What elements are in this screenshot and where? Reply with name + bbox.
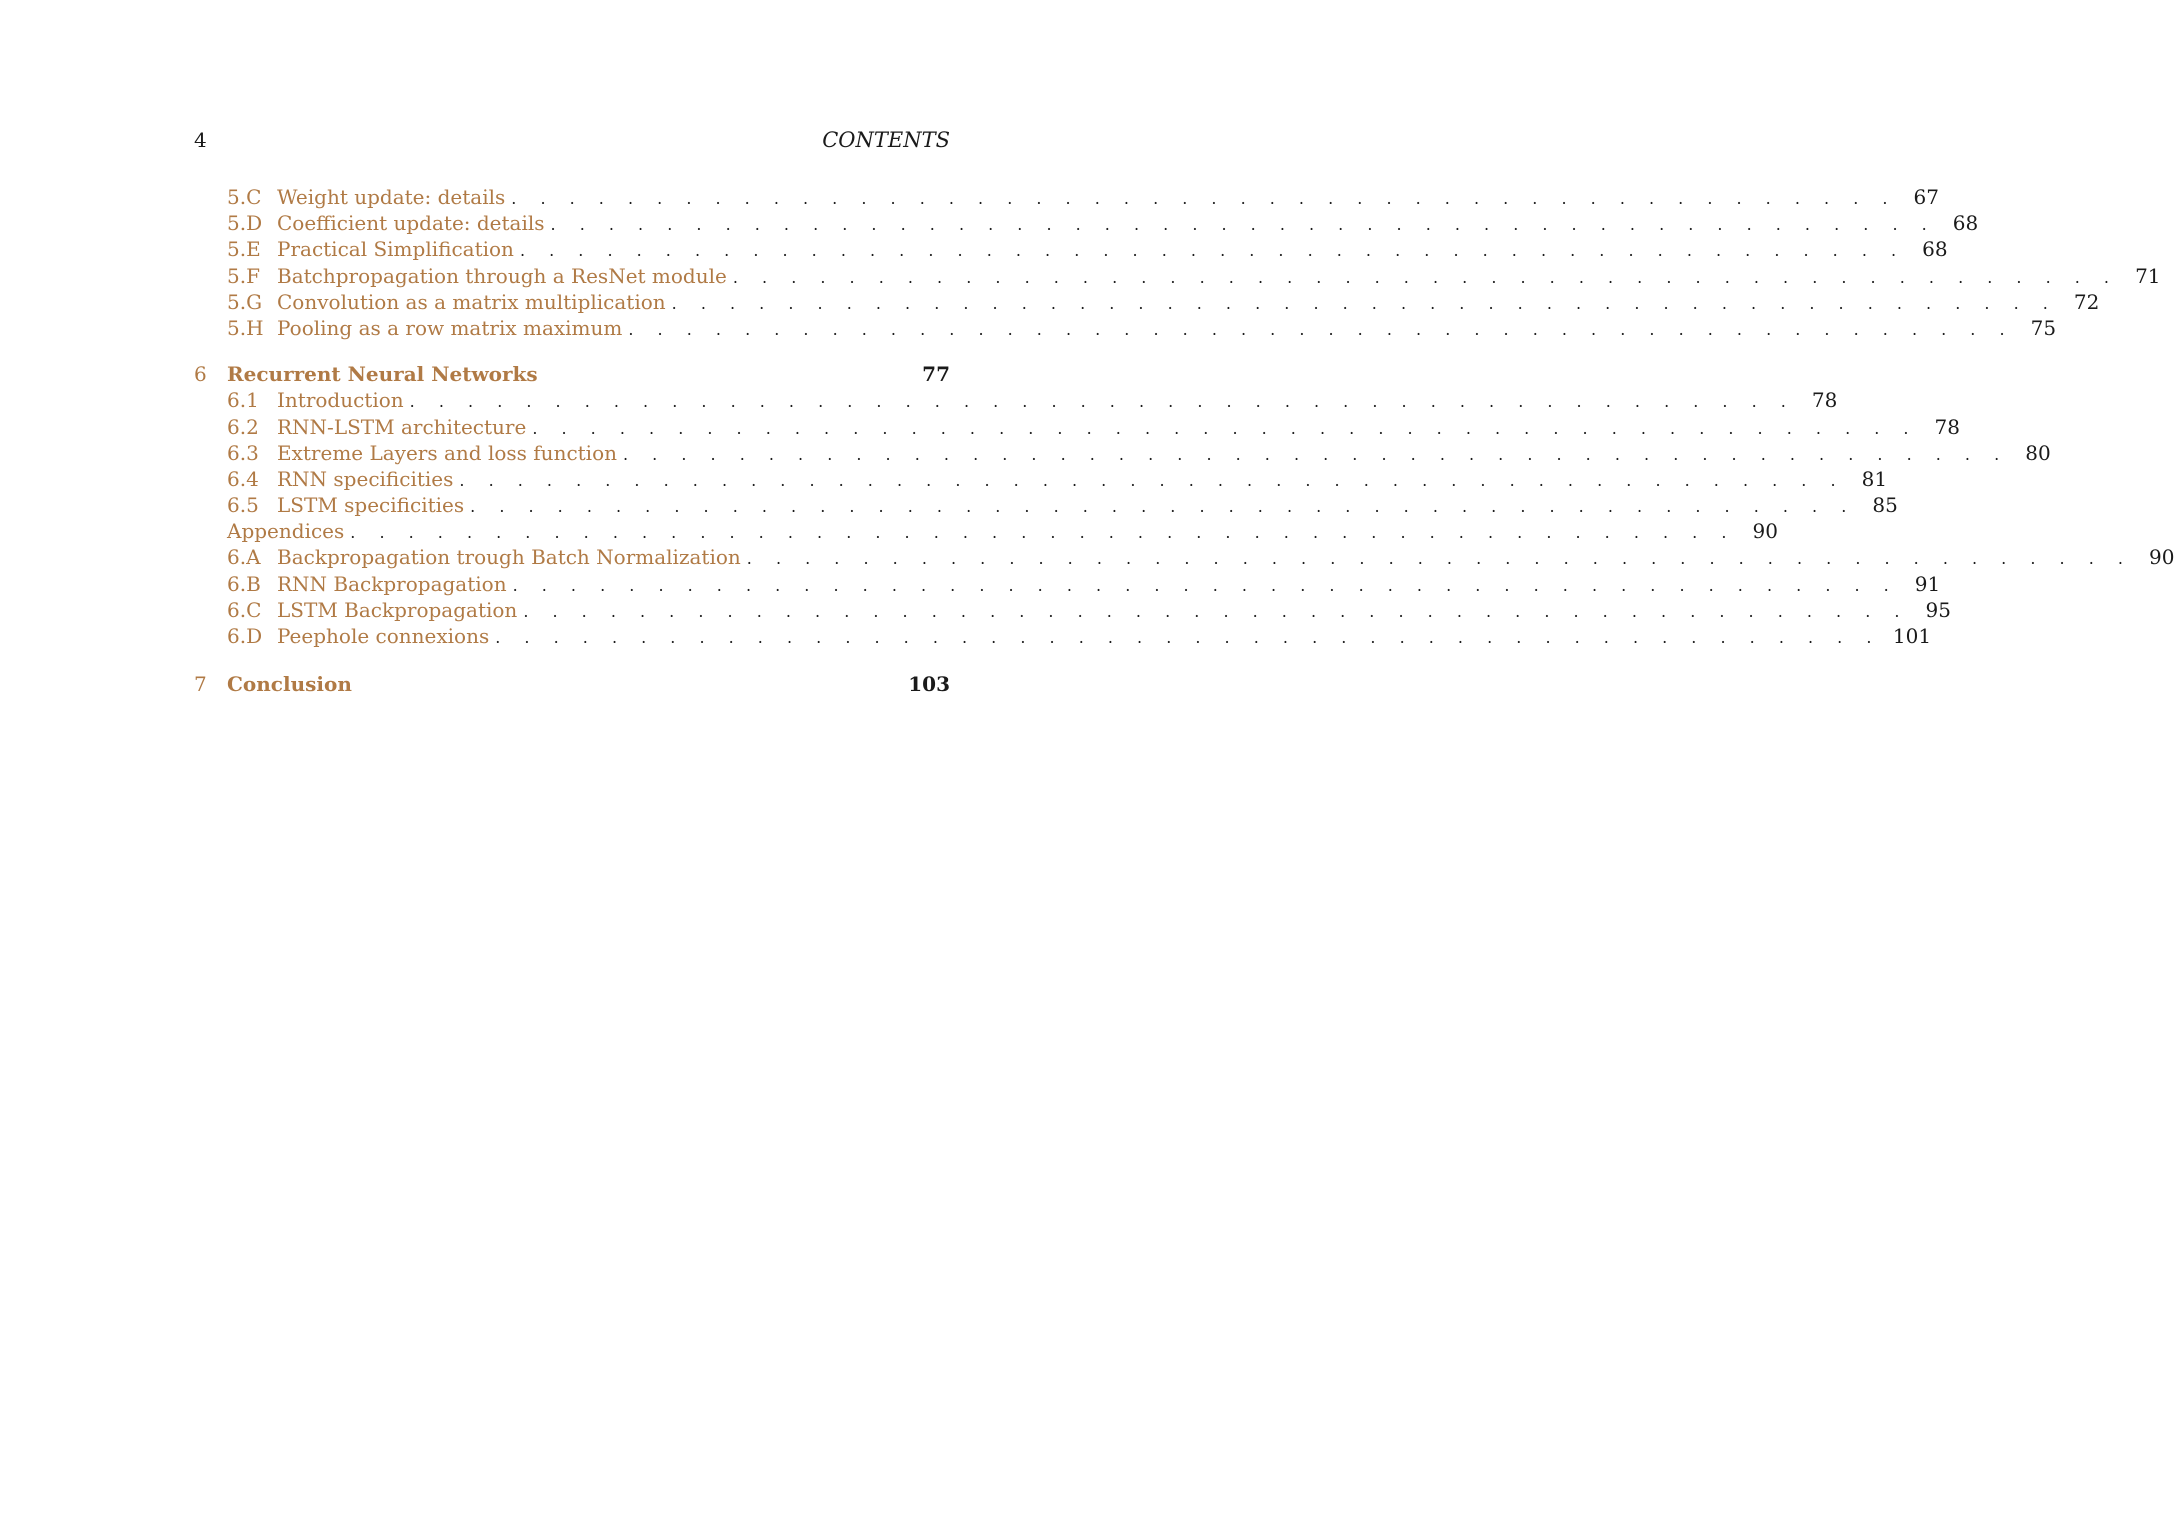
toc-entry-number: 5.H	[227, 315, 264, 340]
toc-entry-number: 5.G	[227, 289, 263, 314]
toc-entry-6-2[interactable]	[194, 414, 1960, 440]
toc-entry-number: 6.A	[227, 545, 261, 570]
toc-entry-5e[interactable]	[194, 236, 1948, 262]
dot-leader: . . . . . . . . . . . . . . . . . . . . . . . . . . . . . . . . . . . . . . . . . . . . . . . .	[511, 189, 1897, 208]
toc-chapter-page: 103	[908, 672, 950, 697]
dot-leader: . . . . . . . . . . . . . . . . . . . . . . . . . . . . . . . . . . . . . . . . . . . . . . . .	[519, 241, 1906, 261]
toc-entry-5f[interactable]	[194, 263, 2161, 289]
toc-entry-title: Backpropagation trough Batch Normalization	[277, 545, 741, 570]
dot-leader: . . . . . . . . . . . . . . . . . . . . . . . . . . . . . . . . . . . . . . . . . . . . . . . .	[671, 293, 2058, 313]
dot-leader: . . . . . . . . . . . . . . . . . . . . . . . . . . . . . . . . . . . . . . . . . . . . . . . .	[350, 523, 1736, 543]
toc-entry-title: Appendices	[227, 519, 345, 544]
toc-entry-6-3[interactable]	[194, 440, 2051, 466]
toc-entry-6b[interactable]	[194, 571, 1941, 597]
toc-entry-5d[interactable]	[194, 210, 1979, 236]
toc-entry-number: 6.2	[227, 414, 259, 439]
toc-entry-number: 5.D	[227, 211, 263, 236]
toc-entry-title: Batchpropagation through a ResNet module	[277, 263, 727, 288]
toc-entry-6-1[interactable]	[194, 387, 1838, 413]
toc-entry-title: LSTM Backpropagation	[277, 597, 518, 622]
toc-entry-page: 85	[1872, 493, 1898, 518]
toc-entry-number: 6.5	[227, 493, 259, 518]
toc-entry-number: 5.E	[227, 237, 261, 262]
dot-leader: . . . . . . . . . . . . . . . . . . . . . . . . . . . . . . . . . . . . . . . . . . . . . . . .	[623, 444, 2009, 464]
running-head: CONTENTS	[822, 128, 950, 152]
toc-entry-title: Weight update: details	[277, 185, 506, 209]
toc-chapter-page: 77	[922, 362, 950, 387]
toc-entry-page: 95	[1925, 597, 1951, 622]
toc-entry-page: 71	[2135, 263, 2161, 288]
toc-entry-6d[interactable]	[194, 623, 1932, 649]
toc-chapter-title: Conclusion	[227, 672, 352, 697]
toc-chapter-number: 6	[194, 362, 207, 387]
toc-entry-title: LSTM specificities	[277, 493, 465, 518]
toc-entry-page: 72	[2073, 289, 2100, 314]
page-number: 4	[194, 128, 207, 152]
dot-leader: . . . . . . . . . . . . . . . . . . . . . . . . . . . . . . . . . . . . . . . . . . . . . . . .	[732, 267, 2119, 287]
dot-leader: . . . . . . . . . . . . . . . . . . . . . . . . . . . . . . . . . . . . . . . . . . . . . . . .	[550, 215, 1937, 235]
toc-entry-title: Practical Simplification	[277, 237, 514, 262]
toc-entry-6c[interactable]	[194, 597, 1951, 623]
toc-entry-title: RNN-LSTM architecture	[277, 414, 527, 439]
toc-entry-number: 6.1	[227, 388, 259, 413]
dot-leader: . . . . . . . . . . . . . . . . . . . . . . . . . . . . . . . . . . . . . . . . . . . . . . . .	[459, 470, 1846, 490]
toc-entry-5c[interactable]	[194, 184, 1939, 210]
dot-leader: . . . . . . . . . . . . . . . . . . . . . . . . . . . . . . . . . . . . . . . . . . . . . . . .	[512, 575, 1899, 595]
toc-entry-number: 6.D	[227, 624, 263, 648]
dot-leader: . . . . . . . . . . . . . . . . . . . . . . . . . . . . . . . . . . . . . . . . . . . . . . . .	[532, 418, 1918, 438]
toc-entry-page: 75	[2030, 315, 2057, 340]
dot-leader: . . . . . . . . . . . . . . . . . . . . . . . . . . . . . . . . . . . . . . . . . . . . . . . .	[628, 319, 2015, 339]
toc-entry-page: 68	[1922, 237, 1948, 262]
toc-entry-page: 90	[2149, 545, 2174, 570]
toc-entry-page: 91	[1914, 571, 1941, 596]
toc-entry-number: 6.B	[227, 571, 261, 596]
toc-entry-title: Coefficient update: details	[277, 211, 545, 236]
toc-entry-page: 90	[1752, 519, 1778, 544]
toc-entry-title: Introduction	[277, 388, 404, 413]
dot-leader: . . . . . . . . . . . . . . . . . . . . . . . . . . . . . . . . . . . . . . . . . . . . . . . .	[523, 601, 1909, 621]
dot-leader: . . . . . . . . . . . . . . . . . . . . . . . . . . . . . . . . . . . . . . . . . . . . . . . .	[746, 549, 2133, 569]
toc-entry-6-5[interactable]	[194, 492, 1898, 518]
toc-entry-title: Extreme Layers and loss function	[277, 440, 617, 465]
toc-entry-5g[interactable]	[194, 289, 2100, 315]
toc-chapter-title: Recurrent Neural Networks	[227, 362, 538, 387]
toc-entry-6-4[interactable]	[194, 466, 1888, 492]
toc-entry-5h[interactable]	[194, 315, 2057, 341]
toc-entry-title: Peephole connexions	[277, 624, 490, 648]
toc-entry-number: 6.4	[227, 466, 259, 491]
toc-entry-title: Pooling as a row matrix maximum	[277, 315, 623, 340]
toc-entry-title: Convolution as a matrix multiplication	[277, 289, 666, 314]
toc-entry-page: 78	[1934, 414, 1960, 439]
dot-leader: . . . . . . . . . . . . . . . . . . . . . . . . . . . . . . . . . . . . . . . . . . . . . . . .	[409, 392, 1796, 412]
toc-entry-title: RNN specificities	[277, 466, 454, 491]
toc-entry-page: 80	[2025, 440, 2051, 465]
toc-entry-page: 67	[1913, 185, 1939, 209]
table-of-contents	[194, 184, 2174, 697]
toc-chapter-number: 7	[194, 672, 207, 697]
toc-entry-page: 78	[1811, 388, 1838, 413]
dot-leader: . . . . . . . . . . . . . . . . . . . . . . . . . . . . . . . . . . . . . . . . . . . . . . . .	[495, 628, 1881, 647]
toc-entry-title: RNN Backpropagation	[277, 571, 507, 596]
toc-entry-page: 68	[1952, 211, 1979, 236]
toc-chapter-7[interactable]	[194, 671, 950, 697]
toc-entry-6a[interactable]	[194, 544, 2174, 570]
toc-entry-number: 5.F	[227, 263, 260, 288]
toc-chapter-6[interactable]	[194, 361, 950, 387]
toc-entry-appendices[interactable]	[194, 518, 1778, 544]
toc-entry-number: 6.C	[227, 597, 262, 622]
toc-entry-page: 101	[1892, 624, 1932, 648]
toc-entry-page: 81	[1861, 466, 1888, 491]
toc-entry-number: 5.C	[227, 185, 262, 209]
dot-leader: . . . . . . . . . . . . . . . . . . . . . . . . . . . . . . . . . . . . . . . . . . . . . . . .	[470, 497, 1856, 517]
toc-entry-number: 6.3	[227, 440, 259, 465]
